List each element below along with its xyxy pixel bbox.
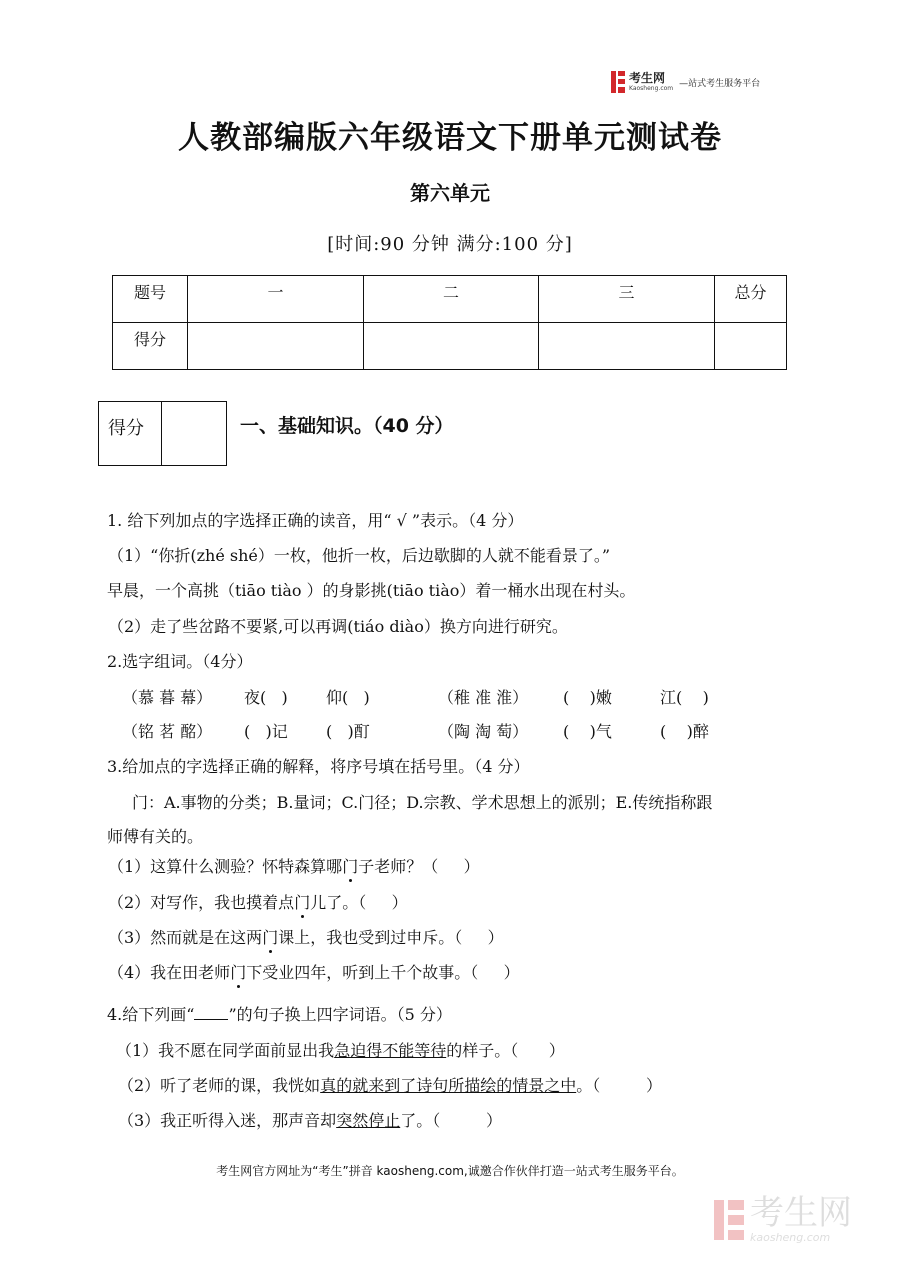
- question-3-sentence-2: [108, 893, 408, 913]
- q2-item: ( )记: [244, 722, 288, 741]
- score-cell[interactable]: [539, 323, 715, 370]
- sentence-text: 儿了。（ ）: [310, 893, 408, 912]
- q2-item: 仰( ): [326, 688, 370, 707]
- sentence-text: （1）我不愿在同学面前显出我: [116, 1041, 335, 1060]
- sentence-text: 子老师？（ ）: [358, 857, 480, 876]
- score-cell[interactable]: [364, 323, 539, 370]
- dotted-char: 门: [262, 928, 279, 947]
- q2-group: （稚 准 淮）: [438, 688, 529, 707]
- logo-mark-icon: [611, 71, 625, 93]
- q2-item: 江( ): [660, 688, 709, 707]
- question-3-definition-1: 门：A.事物的分类；B.量词；C.门径；D.宗教、学术思想上的派别；E.传统指称跟: [132, 793, 713, 812]
- sentence-text: （2）听了老师的课，我恍如: [118, 1076, 321, 1095]
- sentence-text: （2）对写作，我也摸着点: [108, 893, 295, 912]
- page-title: 人教部编版六年级语文下册单元测试卷: [178, 120, 722, 156]
- section-score-label: 得分: [99, 402, 162, 465]
- score-cell[interactable]: [188, 323, 364, 370]
- sentence-text: 。（ ）: [576, 1076, 662, 1095]
- question-4-stem: [107, 1005, 452, 1025]
- score-header-cell: 一: [188, 276, 364, 323]
- section-heading: 一、基础知识。（40 分）: [240, 415, 454, 437]
- question-4-sentence-1: [116, 1041, 565, 1061]
- underlined-phrase: 突然停止: [336, 1111, 401, 1130]
- underlined-phrase: 急迫得不能等待: [334, 1041, 447, 1060]
- score-row-label: 得分: [113, 323, 188, 370]
- question-3-stem: 3.给加点的字选择正确的解释，将序号填在括号里。（4 分）: [107, 757, 530, 776]
- question-3-definition-2: 师傅有关的。: [107, 827, 204, 846]
- stem-text: 4.给下列画“: [107, 1005, 195, 1024]
- watermark-logo-icon: [714, 1200, 744, 1240]
- dotted-char: 门: [230, 963, 247, 982]
- sentence-text: 课上，我也受到过申斥。（ ）: [278, 928, 504, 947]
- score-table: [112, 275, 787, 370]
- question-4-sentence-2: [118, 1076, 662, 1096]
- score-cell[interactable]: [715, 323, 787, 370]
- question-1-line-3: （2）走了些岔路不要紧,可以再调(tiáo diào）换方向进行研究。: [108, 617, 568, 636]
- sentence-text: （3）我正听得入迷，那声音却: [118, 1111, 337, 1130]
- q2-item: ( )醉: [660, 722, 709, 741]
- underline-blank: [194, 1005, 228, 1020]
- score-table-header-row: [113, 276, 787, 323]
- section-score-field[interactable]: [162, 402, 226, 465]
- watermark: [714, 1193, 852, 1244]
- q2-item: 夜( ): [244, 688, 288, 707]
- sentence-text: 下受业四年，听到上千个故事。（ ）: [246, 963, 520, 982]
- question-3-sentence-4: [108, 963, 520, 983]
- score-header-cell: 三: [539, 276, 715, 323]
- time-info: [时间:90 分钟 满分:100 分]: [327, 234, 573, 255]
- q2-item: ( )酊: [326, 722, 370, 741]
- dotted-char: 门: [342, 857, 359, 876]
- question-2-stem: 2.选字组词。（4分）: [107, 652, 253, 671]
- footer-text: 考生网官方网址为“考生”拼音 kaosheng.com,诚邀合作伙伴打造一站式考生服务平台。: [216, 1164, 684, 1178]
- watermark-domain: kaosheng.com: [750, 1231, 831, 1244]
- q2-group: （铭 茗 酩）: [122, 722, 213, 741]
- brand-logo: [611, 68, 760, 96]
- score-header-cell: 题号: [113, 276, 188, 323]
- sentence-text: （4）我在田老师: [108, 963, 231, 982]
- sentence-text: 的样子。（ ）: [446, 1041, 565, 1060]
- logo-text: 考生网: [629, 71, 666, 85]
- score-table-row: [113, 323, 787, 370]
- q2-item: ( )嫩: [563, 688, 612, 707]
- score-header-cell: 二: [364, 276, 539, 323]
- sentence-text: 了。（ ）: [400, 1111, 502, 1130]
- q2-item: ( )气: [563, 722, 612, 741]
- question-4-sentence-3: [118, 1111, 502, 1131]
- question-1-stem: 1. 给下列加点的字选择正确的读音，用“ √ ”表示。（4 分）: [107, 511, 524, 530]
- score-header-cell: 总分: [715, 276, 787, 323]
- q2-group: （陶 淘 萄）: [438, 722, 529, 741]
- page-subtitle: 第六单元: [410, 181, 490, 205]
- question-1-line-2: 早晨，一个高挑（tiāo tiào ）的身影挑(tiāo tiào）着一桶水出现在村头。: [107, 581, 636, 600]
- section-score-box: [98, 401, 227, 466]
- question-3-sentence-3: [108, 928, 504, 948]
- question-3-sentence-1: [108, 857, 480, 877]
- dotted-char: 门: [294, 893, 311, 912]
- stem-text: ”的句子换上四字词语。（5 分）: [228, 1005, 452, 1024]
- sentence-text: （1）这算什么测验？怀特森算哪: [108, 857, 343, 876]
- sentence-text: （3）然而就是在这两: [108, 928, 263, 947]
- logo-slogan: —站式考生服务平台: [679, 78, 761, 89]
- watermark-text: 考生网: [750, 1193, 852, 1233]
- logo-domain: Kaosheng.com: [629, 85, 674, 92]
- question-1-line-1: （1）“你折(zhé shé）一枚，他折一枚，后边歇脚的人就不能看景了。”: [108, 546, 611, 565]
- q2-group: （慕 暮 幕）: [122, 688, 213, 707]
- underlined-phrase: 真的就来到了诗句所描绘的情景之中: [320, 1076, 577, 1095]
